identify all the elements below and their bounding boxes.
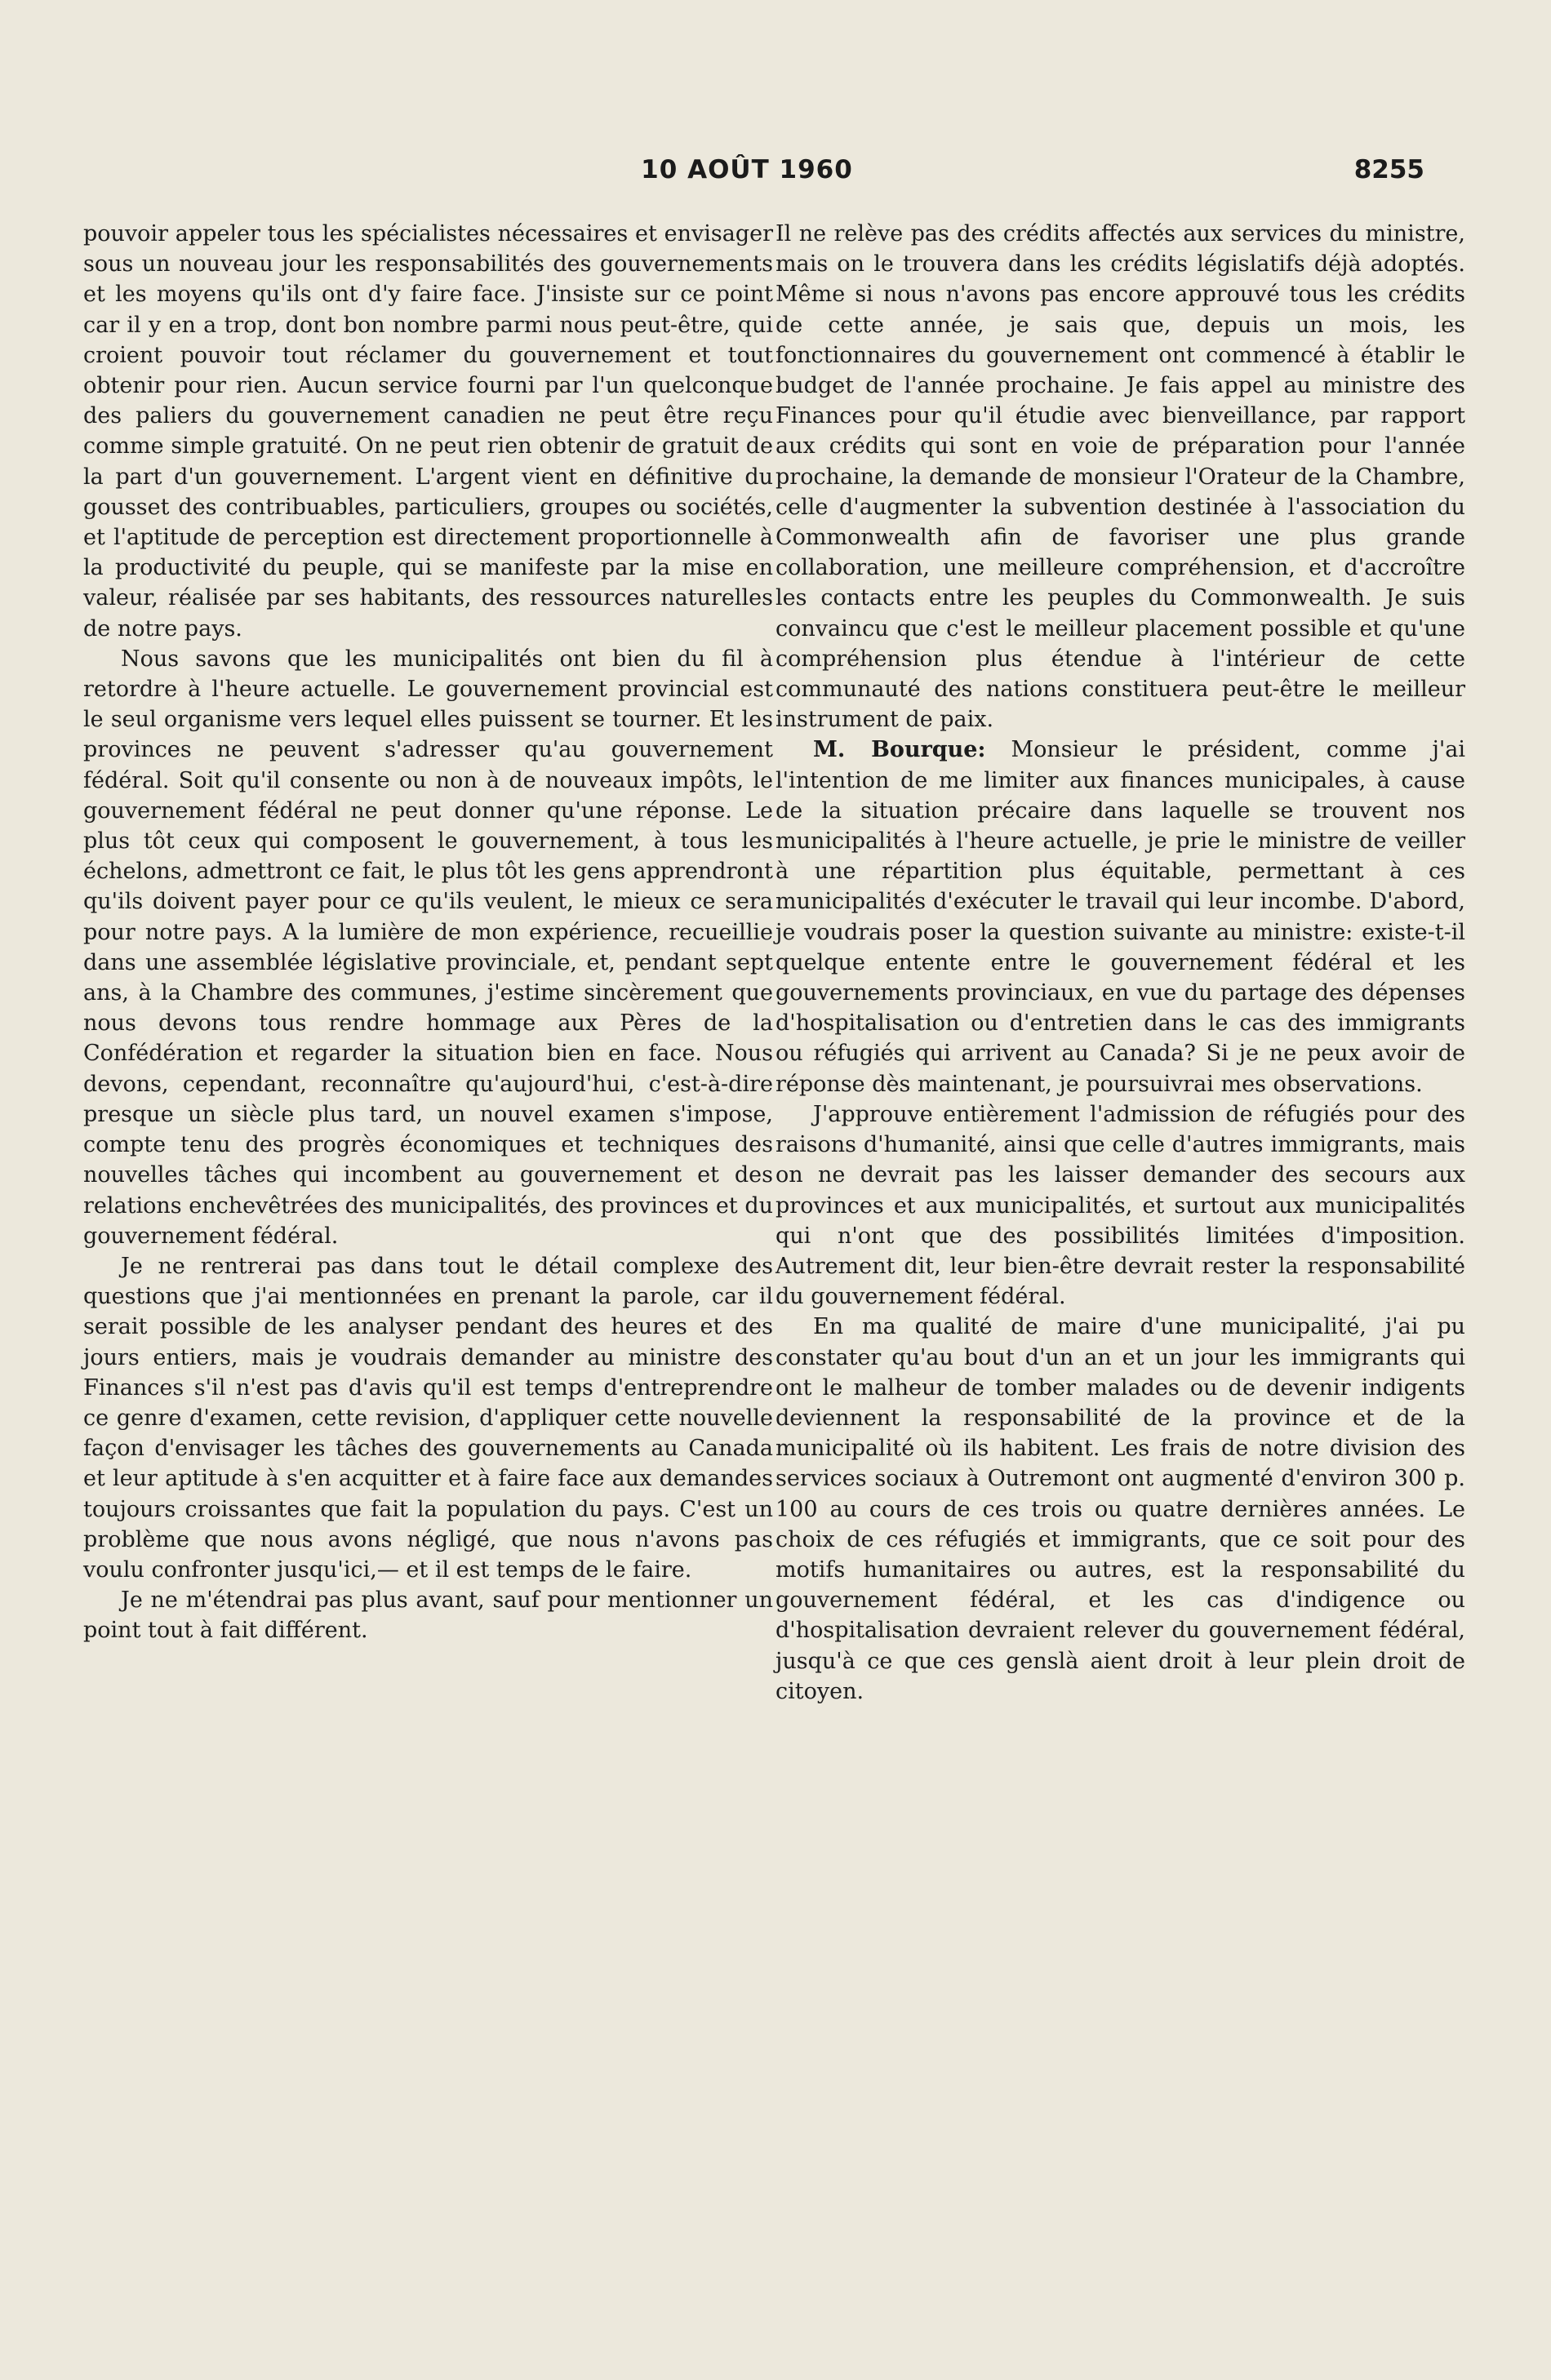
paragraph: Je ne m'étendrai pas plus avant, sauf pour mentionner un point tout à fait différent. (83, 1587, 773, 1644)
paragraph: Il ne relève pas des crédits affectés aux services du ministre, mais on le trouvera dans les crédits législatifs déjà adoptés. Même si nous n'avons pas encore approuvé tous les crédits de cette année, je sais que, depuis un mois, les fonctionnaires du gouvernement ont commencé à établir le budget de l'année prochaine. Je fais appel au ministre des Finances pour qu'il étudie avec bienveillance, par rapport aux crédits qui sont en voie de préparation pour l'année prochaine, la demande de monsieur l'Orateur de la Chambre, celle d'augmenter la subvention destinée à l'association du Commonwealth afin de favoriser une plus grande collaboration, une meilleure compréhension, et d'accroître les contacts entre les peuples du Commonwealth. Je suis convaincu que c'est le meilleur placement possible et qu'une compréhension plus étendue à l'intérieur de cette communauté des nations constituera peut-être le meilleur instrument de paix. (776, 221, 1465, 733)
page-number: 8255 (1353, 155, 1424, 184)
page-header (69, 155, 1424, 196)
paragraph (776, 735, 1465, 1099)
paragraph: J'approuve entièrement l'admission de réfugiés pour des raisons d'humanité, ainsi que celle d'autres immigrants, mais on ne devrait pas les laisser demander des secours aux provinces et aux municipalités, et surtout aux municipalités qui n'ont que des possibilités limitées d'imposition. Autrement dit, leur bien-être devrait rester la responsabilité du gouvernement fédéral. (776, 1101, 1465, 1310)
paragraph: En ma qualité de maire d'une municipalité, j'ai pu constater qu'au bout d'un an et un jour les immigrants qui ont le malheur de tomber malades ou de devenir indigents deviennent la responsabilité de la province et de la municipalité où ils habitent. Les frais de notre division des services sociaux à Outremont ont augmenté d'environ 300 p. 100 au cours de ces trois ou quatre dernières années. Le choix de ces réfugiés et immigrants, que ce soit pour des motifs humanitaires ou autres, est la responsabilité du gouvernement fédéral, et les cas d'indigence ou d'hospitalisation devraient relever du gouvernement fédéral, jusqu'à ce que ces genslà aient droit à leur plein droit de citoyen. (776, 1314, 1465, 1704)
right-column (776, 219, 1465, 1707)
paragraph: Nous savons que les municipalités ont bien du fil à retordre à l'heure actuelle. Le gouvernement provincial est le seul organisme vers lequel elles puissent se tourner. Et les provinces ne peuvent s'adresser qu'au gouvernement fédéral. Soit qu'il consente ou non à de nouveaux impôts, le gouvernement fédéral ne peut donner qu'une réponse. Le plus tôt ceux qui composent le gouvernement, à tous les échelons, admettront ce fait, le plus tôt les gens apprendront qu'ils doivent payer pour ce qu'ils veulent, le mieux ce sera pour notre pays. A la lumière de mon expérience, recueillie dans une assemblée législative provinciale, et, pendant sept ans, à la Chambre des communes, j'estime sincèrement que nous devons tous rendre hommage aux Pères de la Confédération et regarder la situation bien en face. Nous devons, cependant, reconnaître qu'aujourd'hui, c'est-à-dire presque un siècle plus tard, un nouvel examen s'impose, compte tenu des progrès économiques et techniques des nouvelles tâches qui incombent au gouvernement et des relations enchevêtrées des municipalités, des provinces et du gouvernement fédéral. (83, 646, 773, 1249)
left-column (83, 219, 773, 1646)
header-date: 10 AOÛT 1960 (641, 155, 853, 184)
paragraph: pouvoir appeler tous les spécialistes nécessaires et envisager sous un nouveau jour les responsabilités des gouvernements et les moyens qu'ils ont d'y faire face. J'insiste sur ce point car il y en a trop, dont bon nombre parmi nous peut-être, qui croient pouvoir tout réclamer du gouvernement et tout obtenir pour rien. Aucun service fourni par l'un quelconque des paliers du gouvernement canadien ne peut être reçu comme simple gratuité. On ne peut rien obtenir de gratuit de la part d'un gouvernement. L'argent vient en définitive du gousset des contribuables, particuliers, groupes ou sociétés, et l'aptitude de perception est directement proportionnelle à la productivité du peuple, qui se manifeste par la mise en valeur, réalisée par ses habitants, des ressources naturelles de notre pays. (83, 221, 773, 642)
paragraph: Je ne rentrerai pas dans tout le détail complexe des questions que j'ai mentionnées en prenant la parole, car il serait possible de les analyser pendant des heures et des jours entiers, mais je voudrais demander au ministre des Finances s'il n'est pas d'avis qu'il est temps d'entreprendre ce genre d'examen, cette revision, d'appliquer cette nouvelle façon d'envisager les tâches des gouvernements au Canada et leur aptitude à s'en acquitter et à faire face aux demandes toujours croissantes que fait la population du pays. C'est un problème que nous avons négligé, que nous n'avons pas voulu confronter jusqu'ici,— et il est temps de le faire. (83, 1253, 773, 1583)
speech-text: Monsieur le président, comme j'ai l'intention de me limiter aux finances municipales, à cause de la situation précaire dans laquelle se trouvent nos municipalités à l'heure actuelle, je prie le ministre de veiller à une répartition plus équitable, permettant à ces municipalités d'exécuter le travail qui leur incombe. D'abord, je voudrais poser la question suivante au ministre: existe-t-il quelque entente entre le gouvernement fédéral et les gouvernements provinciaux, en vue du partage des dépenses d'hospitalisation ou d'entretien dans le cas des immigrants ou réfugiés qui arrivent au Canada? Si je ne peux avoir de réponse dès maintenant, je poursuivrai mes observations. (776, 737, 1465, 1097)
speaker-name: M. Bourque: (813, 737, 986, 763)
